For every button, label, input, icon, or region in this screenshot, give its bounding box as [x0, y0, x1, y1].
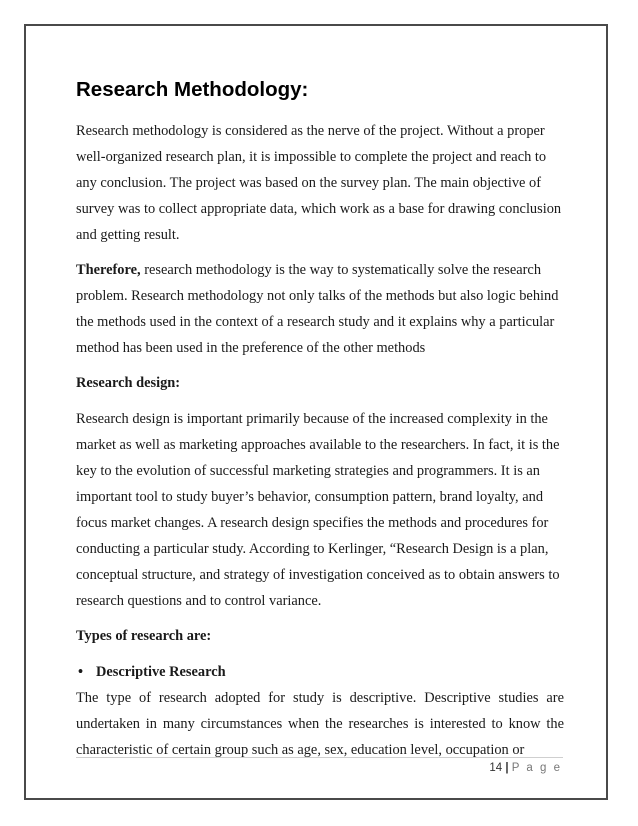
- heading-research-design: Research design:: [76, 375, 181, 391]
- paragraph-research-design: Research design is important primarily because of the increased complexity in the market as well as marketing approaches available to the researchers. In fact, it is the key to the evolution of successful marketing strategies and programmers. It is an important tool to study buyer’s behavior, consumption pattern, brand loyalty, and focus market changes. A research design specifies the methods and procedures for conducting a particular study. According to Kerlinger, “Research Design is a plan, conceptual structure, and strategy of investigation conceived as to obtain answers to research questions and to control variance.: [76, 411, 560, 609]
- footer-separator: |: [505, 762, 509, 774]
- paragraph-therefore: [76, 257, 564, 361]
- list-item-label: Descriptive Research: [96, 664, 226, 680]
- list-item: [76, 659, 564, 685]
- bullet-icon: •: [78, 664, 84, 680]
- page-label: P a g e: [511, 762, 562, 774]
- footer-divider: [76, 757, 563, 758]
- paragraph-therefore-lead: Therefore,: [76, 262, 141, 278]
- page-title: Research Methodology:: [76, 78, 309, 101]
- paragraph-methodology: Research methodology is considered as the nerve of the project. Without a proper well-organized research plan, it is impossible to complete the project and reach to any conclusion. The project was based on the survey plan. The main objective of survey was to collect appropriate data, which work as a base for drawing conclusion and getting result.: [76, 123, 562, 243]
- page-footer: [489, 762, 562, 774]
- paragraph-therefore-text: research methodology is the way to systematically solve the research problem. Research methodology not only talks of the methods but also logic behind the methods used in the context of a research study and it explains why a particular method has been used in the preference of the other methods: [76, 262, 559, 356]
- paragraph-descriptive: The type of research adopted for study is descriptive. Descriptive studies are undertaken in many circumstances when the researches is interested to know the characteristic of certain group such as age, sex, education level, occupation or: [76, 690, 564, 758]
- document-body: [76, 72, 564, 772]
- heading-types-of-research: Types of research are:: [76, 628, 212, 644]
- page-number: 14: [489, 762, 503, 774]
